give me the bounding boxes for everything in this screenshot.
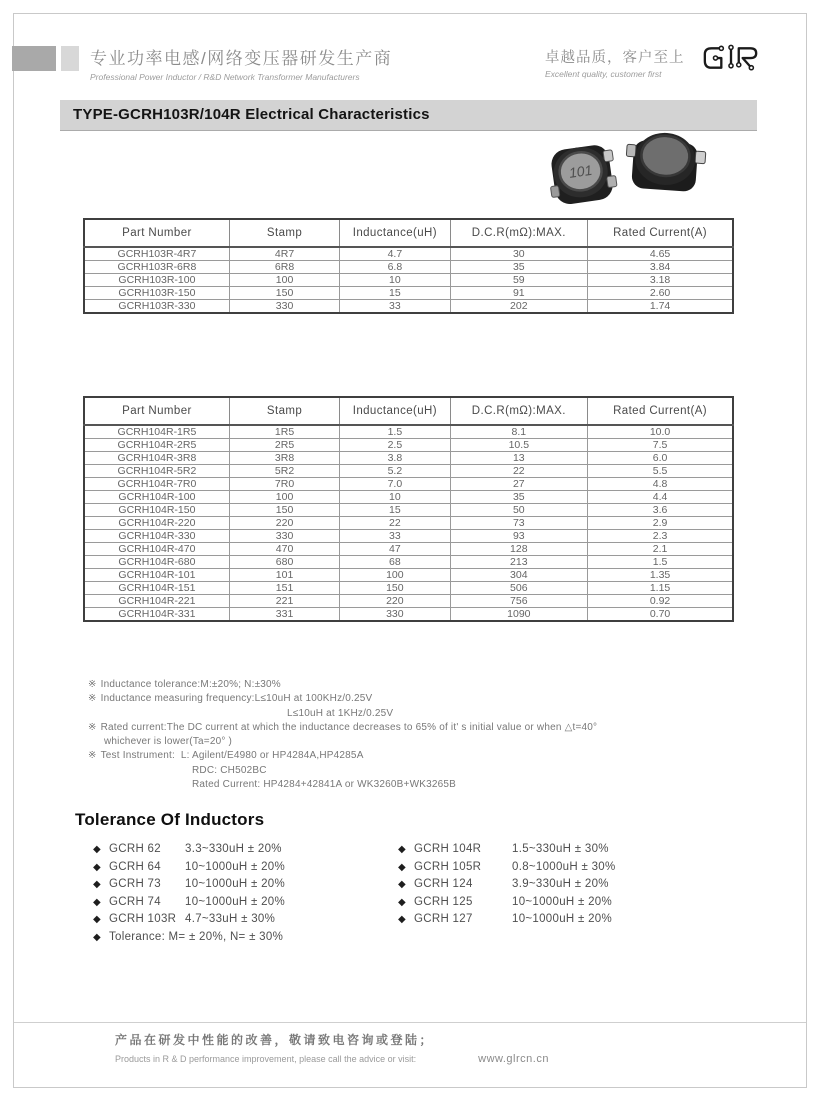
inductor-photo-angle-icon [623, 128, 709, 196]
note-text: L≤10uH at 1KHz/0.25V [287, 707, 394, 719]
note-line [88, 778, 728, 792]
note-line [88, 678, 728, 692]
table-cell: 27 [450, 478, 588, 491]
table-cell: 330 [229, 300, 339, 314]
table-cell: 150 [229, 504, 339, 517]
table-cell: 15 [340, 287, 450, 300]
diamond-bullet-icon: ◆ [93, 914, 101, 925]
tolerance-item [93, 896, 398, 909]
table-cell: 0.92 [588, 595, 733, 608]
tolerance-range: 3.9~330uH ± 20% [512, 878, 609, 890]
tolerance-item [93, 913, 398, 926]
table-cell: 4.8 [588, 478, 733, 491]
table-cell: GCRH104R-101 [84, 569, 229, 582]
footer-text-cn: 产品在研发中性能的改善，敬请致电咨询或登陆； [115, 1033, 435, 1047]
table-row [84, 530, 733, 543]
table-cell: 101 [229, 569, 339, 582]
tolerance-item [398, 843, 616, 856]
table-cell: 68 [340, 556, 450, 569]
slogan-cn: 卓越品质，客户至上 [545, 50, 685, 66]
website-link[interactable]: www.glrcn.cn [478, 1053, 549, 1065]
table-cell: 128 [450, 543, 588, 556]
note-text: Test Instrument: L: Agilent/E4980 or HP4284A,HP4285A [100, 750, 364, 762]
table-cell: 2.1 [588, 543, 733, 556]
tolerance-item [398, 861, 616, 874]
note-text: Inductance tolerance:M:±20%; N:±30% [100, 679, 281, 690]
table-cell: 506 [450, 582, 588, 595]
table-row [84, 491, 733, 504]
note-line [88, 735, 728, 749]
table-cell: 2.5 [340, 439, 450, 452]
table-cell: GCRH104R-680 [84, 556, 229, 569]
table-header-row [84, 219, 733, 247]
company-slogan [545, 46, 685, 79]
table-cell: 35 [450, 491, 588, 504]
table-cell: 3.6 [588, 504, 733, 517]
notes-block [88, 678, 728, 792]
column-header: Inductance(uH) [340, 219, 450, 247]
electrical-table-104r-section [83, 396, 734, 622]
column-header: D.C.R(mΩ):MAX. [450, 397, 588, 425]
table-cell: 304 [450, 569, 588, 582]
table-cell: 7R0 [229, 478, 339, 491]
tolerance-item [93, 843, 398, 856]
table-cell: 3.8 [340, 452, 450, 465]
table-cell: 4.65 [588, 247, 733, 261]
table-cell: 10 [340, 274, 450, 287]
tolerance-series: GCRH 125 [414, 895, 473, 908]
table-cell: 2.3 [588, 530, 733, 543]
table-row [84, 595, 733, 608]
tolerance-range: 10~1000uH ± 20% [512, 913, 613, 925]
table-cell: 6.8 [340, 261, 450, 274]
table-cell: 470 [229, 543, 339, 556]
note-text: Rated current:The DC current at which the inductance decreases to 65% of it' s initial value or when △t=40° [100, 721, 598, 733]
table-cell: GCRH104R-2R5 [84, 439, 229, 452]
tolerance-series: GCRH 64 [109, 860, 161, 873]
table-row [84, 300, 733, 314]
table-cell: 91 [450, 287, 588, 300]
tolerance-item [93, 878, 398, 891]
stamp-label: 101 [567, 161, 594, 181]
diamond-bullet-icon: ◆ [93, 896, 101, 908]
tolerance-series: GCRH 73 [109, 878, 161, 890]
table-cell: GCRH104R-470 [84, 543, 229, 556]
footer-divider [14, 1022, 806, 1023]
tolerance-item [398, 896, 616, 909]
table-cell: 151 [229, 582, 339, 595]
table-cell: 4.7 [340, 247, 450, 261]
column-header: Rated Current(A) [588, 219, 733, 247]
table-cell: 756 [450, 595, 588, 608]
table-cell: 59 [450, 274, 588, 287]
table-cell: 3.18 [588, 274, 733, 287]
table-cell: 202 [450, 300, 588, 314]
electrical-table-103r [83, 218, 734, 314]
table-cell: 1.15 [588, 582, 733, 595]
note-text: RDC: CH502BC [192, 764, 267, 776]
section-title: TYPE-GCRH103R/104R Electrical Characteristics [60, 100, 757, 131]
tolerance-series: GCRH 124 [414, 878, 473, 890]
table-cell: 1.5 [340, 425, 450, 439]
table-row [84, 517, 733, 530]
table-cell: 330 [340, 608, 450, 622]
tolerance-range: 4.7~33uH ± 30% [185, 913, 276, 925]
tolerance-range: 0.8~1000uH ± 30% [512, 860, 616, 873]
table-cell: GCRH103R-100 [84, 274, 229, 287]
table-cell: 220 [340, 595, 450, 608]
note-text: Inductance measuring frequency:L≤10uH at 100KHz/0.25V [100, 693, 373, 705]
tolerance-item [93, 931, 398, 944]
table-row [84, 247, 733, 261]
table-cell: 5.2 [340, 465, 450, 478]
tolerance-range: 10~1000uH ± 20% [185, 878, 286, 890]
table-cell: 50 [450, 504, 588, 517]
table-cell: 10.5 [450, 439, 588, 452]
note-marker-icon: ※ [88, 693, 97, 705]
table-cell: 33 [340, 530, 450, 543]
tolerance-series: GCRH 105R [414, 860, 482, 873]
table-cell: 100 [340, 569, 450, 582]
table-cell: 4R7 [229, 247, 339, 261]
table-cell: 330 [229, 530, 339, 543]
table-cell: 13 [450, 452, 588, 465]
diamond-bullet-icon: ◆ [93, 931, 101, 943]
table-cell: 30 [450, 247, 588, 261]
table-cell: 100 [229, 274, 339, 287]
tolerance-series: GCRH 104R [414, 843, 482, 855]
table-cell: 150 [229, 287, 339, 300]
column-header: Stamp [229, 397, 339, 425]
table-cell: 33 [340, 300, 450, 314]
column-header: Rated Current(A) [588, 397, 733, 425]
company-name-cn: 专业功率电感/网络变压器研发生产商 [90, 49, 393, 68]
glr-logo-icon [700, 42, 762, 81]
table-row [84, 261, 733, 274]
table-cell: 6.0 [588, 452, 733, 465]
tolerance-range: 10~1000uH ± 20% [185, 860, 286, 873]
table-row [84, 452, 733, 465]
tolerance-item [398, 878, 616, 891]
table-cell: 2R5 [229, 439, 339, 452]
table-cell: 22 [340, 517, 450, 530]
note-marker-icon: ※ [88, 679, 97, 690]
table-cell: 7.0 [340, 478, 450, 491]
table-row [84, 274, 733, 287]
table-cell: 35 [450, 261, 588, 274]
tolerance-range: 10~1000uH ± 20% [185, 895, 286, 908]
tolerance-heading: Tolerance Of Inductors [75, 810, 265, 829]
table-cell: 680 [229, 556, 339, 569]
table-cell: 6R8 [229, 261, 339, 274]
table-cell: 10 [340, 491, 450, 504]
table-cell: 3R8 [229, 452, 339, 465]
table-cell: 15 [340, 504, 450, 517]
note-text: whichever is lower(Ta=20° ) [104, 736, 233, 748]
table-cell: 22 [450, 465, 588, 478]
table-row [84, 478, 733, 491]
diamond-bullet-icon: ◆ [398, 861, 406, 873]
tolerance-list-right [398, 843, 616, 948]
table-row [84, 504, 733, 517]
diamond-bullet-icon: ◆ [93, 844, 101, 855]
note-line [88, 721, 728, 735]
table-cell: 100 [229, 491, 339, 504]
tolerance-item [93, 861, 398, 874]
table-cell: GCRH104R-220 [84, 517, 229, 530]
tolerance-series: GCRH 103R [109, 913, 177, 925]
table-cell: 1.5 [588, 556, 733, 569]
page-footer [115, 1031, 549, 1065]
table-cell: GCRH104R-100 [84, 491, 229, 504]
table-cell: 0.70 [588, 608, 733, 622]
diamond-bullet-icon: ◆ [398, 896, 406, 908]
tolerance-range: 3.3~330uH ± 20% [185, 843, 282, 855]
decorative-square-dark [12, 46, 56, 71]
column-header: Inductance(uH) [340, 397, 450, 425]
table-cell: 1R5 [229, 425, 339, 439]
table-row [84, 287, 733, 300]
table-row [84, 543, 733, 556]
table-cell: GCRH104R-221 [84, 595, 229, 608]
table-cell: GCRH103R-150 [84, 287, 229, 300]
table-cell: 150 [340, 582, 450, 595]
table-cell: GCRH104R-7R0 [84, 478, 229, 491]
table-cell: 93 [450, 530, 588, 543]
table-header-row [84, 397, 733, 425]
table-cell: 1.74 [588, 300, 733, 314]
table-cell: 2.60 [588, 287, 733, 300]
tolerance-series: Tolerance: M= ± 20%, N= ± 30% [109, 930, 284, 943]
slogan-en: Excellent quality, customer first [545, 69, 662, 79]
company-brand [90, 44, 392, 82]
product-photos [545, 128, 765, 220]
note-marker-icon: ※ [88, 750, 97, 762]
table-row [84, 425, 733, 439]
table-row [84, 465, 733, 478]
note-text: Rated Current: HP4284+42841A or WK3260B+WK3265B [192, 779, 457, 791]
table-cell: 213 [450, 556, 588, 569]
table-row [84, 556, 733, 569]
table-cell: GCRH104R-150 [84, 504, 229, 517]
tolerance-range: 1.5~330uH ± 30% [512, 843, 609, 855]
table-cell: 331 [229, 608, 339, 622]
footer-text-en: Products in R & D performance improvement, please call the advice or visit: [115, 1054, 417, 1064]
table-cell: 2.9 [588, 517, 733, 530]
electrical-table-104r [83, 396, 734, 622]
tolerance-series: GCRH 74 [109, 895, 161, 908]
table-cell: GCRH104R-151 [84, 582, 229, 595]
table-cell: 220 [229, 517, 339, 530]
diamond-bullet-icon: ◆ [398, 844, 406, 855]
table-cell: 221 [229, 595, 339, 608]
column-header: Part Number [84, 397, 229, 425]
note-line [88, 692, 728, 706]
note-line [88, 764, 728, 778]
diamond-bullet-icon: ◆ [93, 879, 101, 890]
diamond-bullet-icon: ◆ [398, 879, 406, 890]
tolerance-section [75, 810, 745, 948]
table-row [84, 608, 733, 622]
note-line [88, 707, 728, 721]
table-row [84, 439, 733, 452]
tolerance-item [398, 913, 616, 926]
table-cell: 47 [340, 543, 450, 556]
table-cell: 10.0 [588, 425, 733, 439]
diamond-bullet-icon: ◆ [93, 861, 101, 873]
table-cell: 5R2 [229, 465, 339, 478]
table-cell: GCRH103R-4R7 [84, 247, 229, 261]
tolerance-range: 10~1000uH ± 20% [512, 895, 613, 908]
column-header: Part Number [84, 219, 229, 247]
table-cell: GCRH104R-331 [84, 608, 229, 622]
table-cell: GCRH104R-3R8 [84, 452, 229, 465]
table-cell: 73 [450, 517, 588, 530]
table-cell: 7.5 [588, 439, 733, 452]
tolerance-list-left [93, 843, 398, 948]
decorative-square-light [61, 46, 79, 71]
note-marker-icon: ※ [88, 721, 97, 733]
electrical-table-103r-section [83, 218, 734, 314]
table-cell: 8.1 [450, 425, 588, 439]
table-cell: 5.5 [588, 465, 733, 478]
company-name-en: Professional Power Inductor / R&D Network Transformer Manufacturers [90, 72, 360, 82]
table-row [84, 582, 733, 595]
column-header: Stamp [229, 219, 339, 247]
diamond-bullet-icon: ◆ [398, 914, 406, 925]
table-cell: GCRH103R-6R8 [84, 261, 229, 274]
table-cell: GCRH104R-1R5 [84, 425, 229, 439]
table-cell: GCRH104R-330 [84, 530, 229, 543]
inductor-photo-top-icon [548, 138, 618, 210]
table-cell: 4.4 [588, 491, 733, 504]
table-cell: 1.35 [588, 569, 733, 582]
tolerance-series: GCRH 62 [109, 843, 161, 855]
table-cell: GCRH103R-330 [84, 300, 229, 314]
tolerance-series: GCRH 127 [414, 913, 473, 925]
note-line [88, 749, 728, 763]
table-row [84, 569, 733, 582]
table-cell: 3.84 [588, 261, 733, 274]
table-cell: GCRH104R-5R2 [84, 465, 229, 478]
column-header: D.C.R(mΩ):MAX. [450, 219, 588, 247]
table-cell: 1090 [450, 608, 588, 622]
